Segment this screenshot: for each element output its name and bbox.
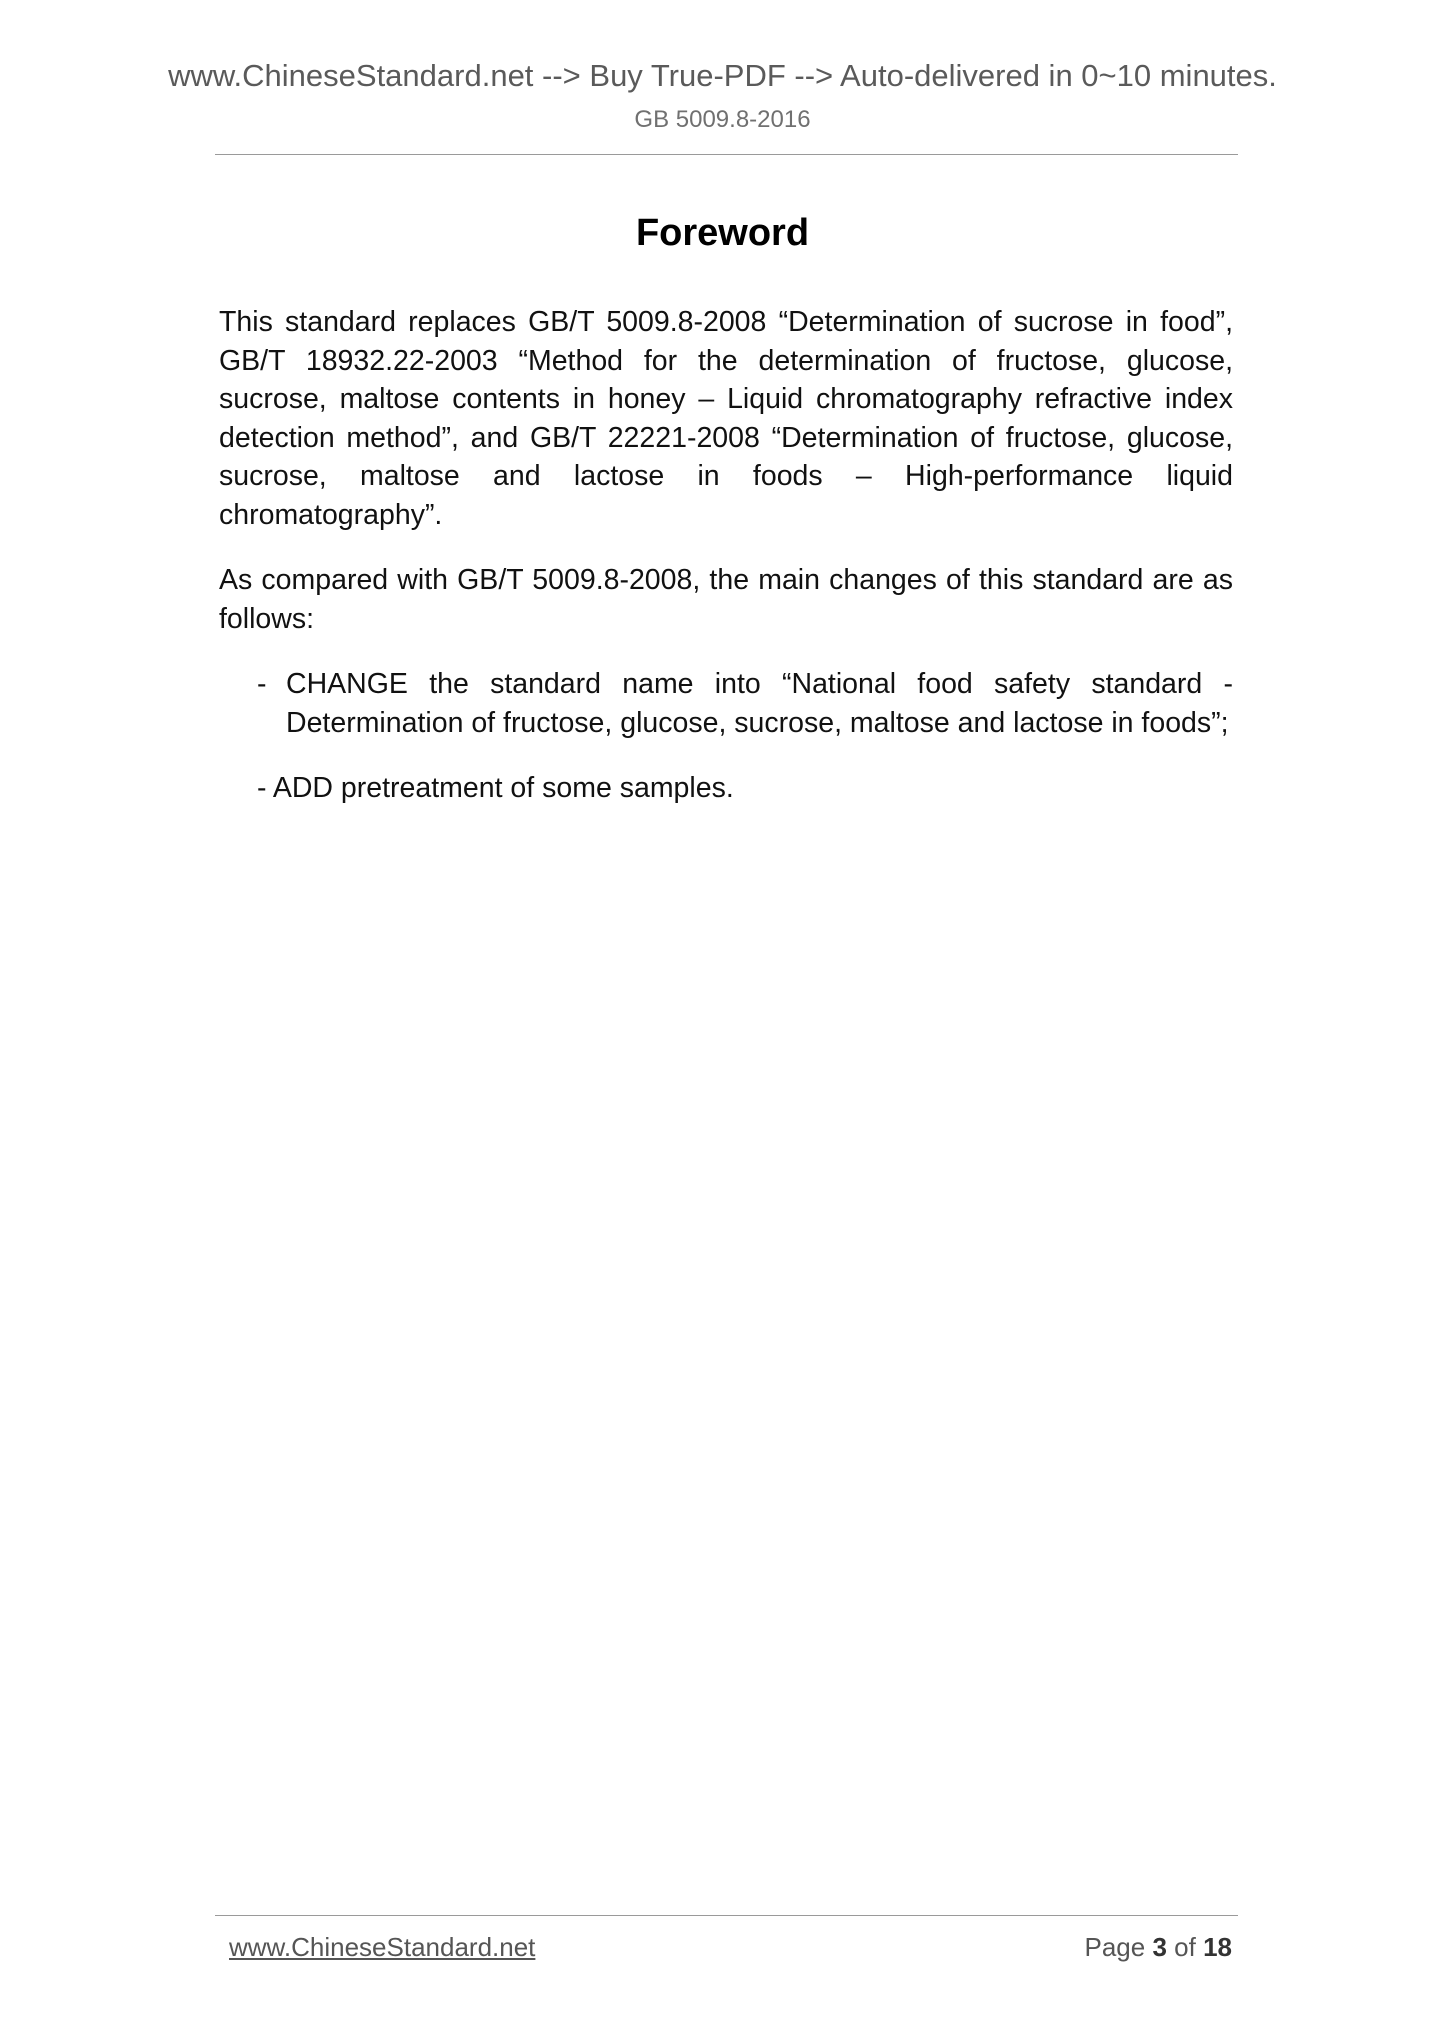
page-title: Foreword — [635, 212, 810, 254]
header-divider — [215, 154, 1238, 155]
page-number — [1084, 1932, 1232, 1963]
foreword-body — [219, 303, 1233, 835]
document-id: GB 5009.8-2016 — [634, 106, 811, 133]
footer-divider — [215, 1915, 1238, 1916]
foreword-paragraph-replaces: This standard replaces GB/T 5009.8-2008 “Determination of sucrose in food”, GB/T 18932.22-2003 “Method for the determination of fructose, glucose, sucrose, maltose contents in honey – Liquid chromatography refractive index detection method”, and GB/T 22221-2008 “Determination of fructose, glucose, sucrose, maltose and lactose in foods – High-performance liquid chromatography”. — [219, 306, 1233, 531]
page-total: 18 — [1203, 1932, 1232, 1962]
list-item: - ADD pretreatment of some samples. — [257, 772, 734, 804]
page-of: of — [1174, 1932, 1196, 1962]
list-item-text: CHANGE the standard name into “National food safety standard - Determination of fructose, glucose, sucrose, maltose and lactose in foods”; — [286, 668, 1233, 739]
footer-site-link[interactable]: www.ChineseStandard.net — [229, 1932, 536, 1962]
list-item — [219, 665, 1233, 742]
foreword-paragraph-changes-intro: As compared with GB/T 5009.8-2008, the main changes of this standard are as follows: — [219, 564, 1233, 635]
list-dash: - — [257, 668, 267, 700]
page-header-banner: www.ChineseStandard.net --> Buy True-PDF --> Auto-delivered in 0~10 minutes. — [168, 58, 1277, 93]
page-word: Page — [1084, 1932, 1146, 1962]
page-current: 3 — [1152, 1932, 1167, 1962]
